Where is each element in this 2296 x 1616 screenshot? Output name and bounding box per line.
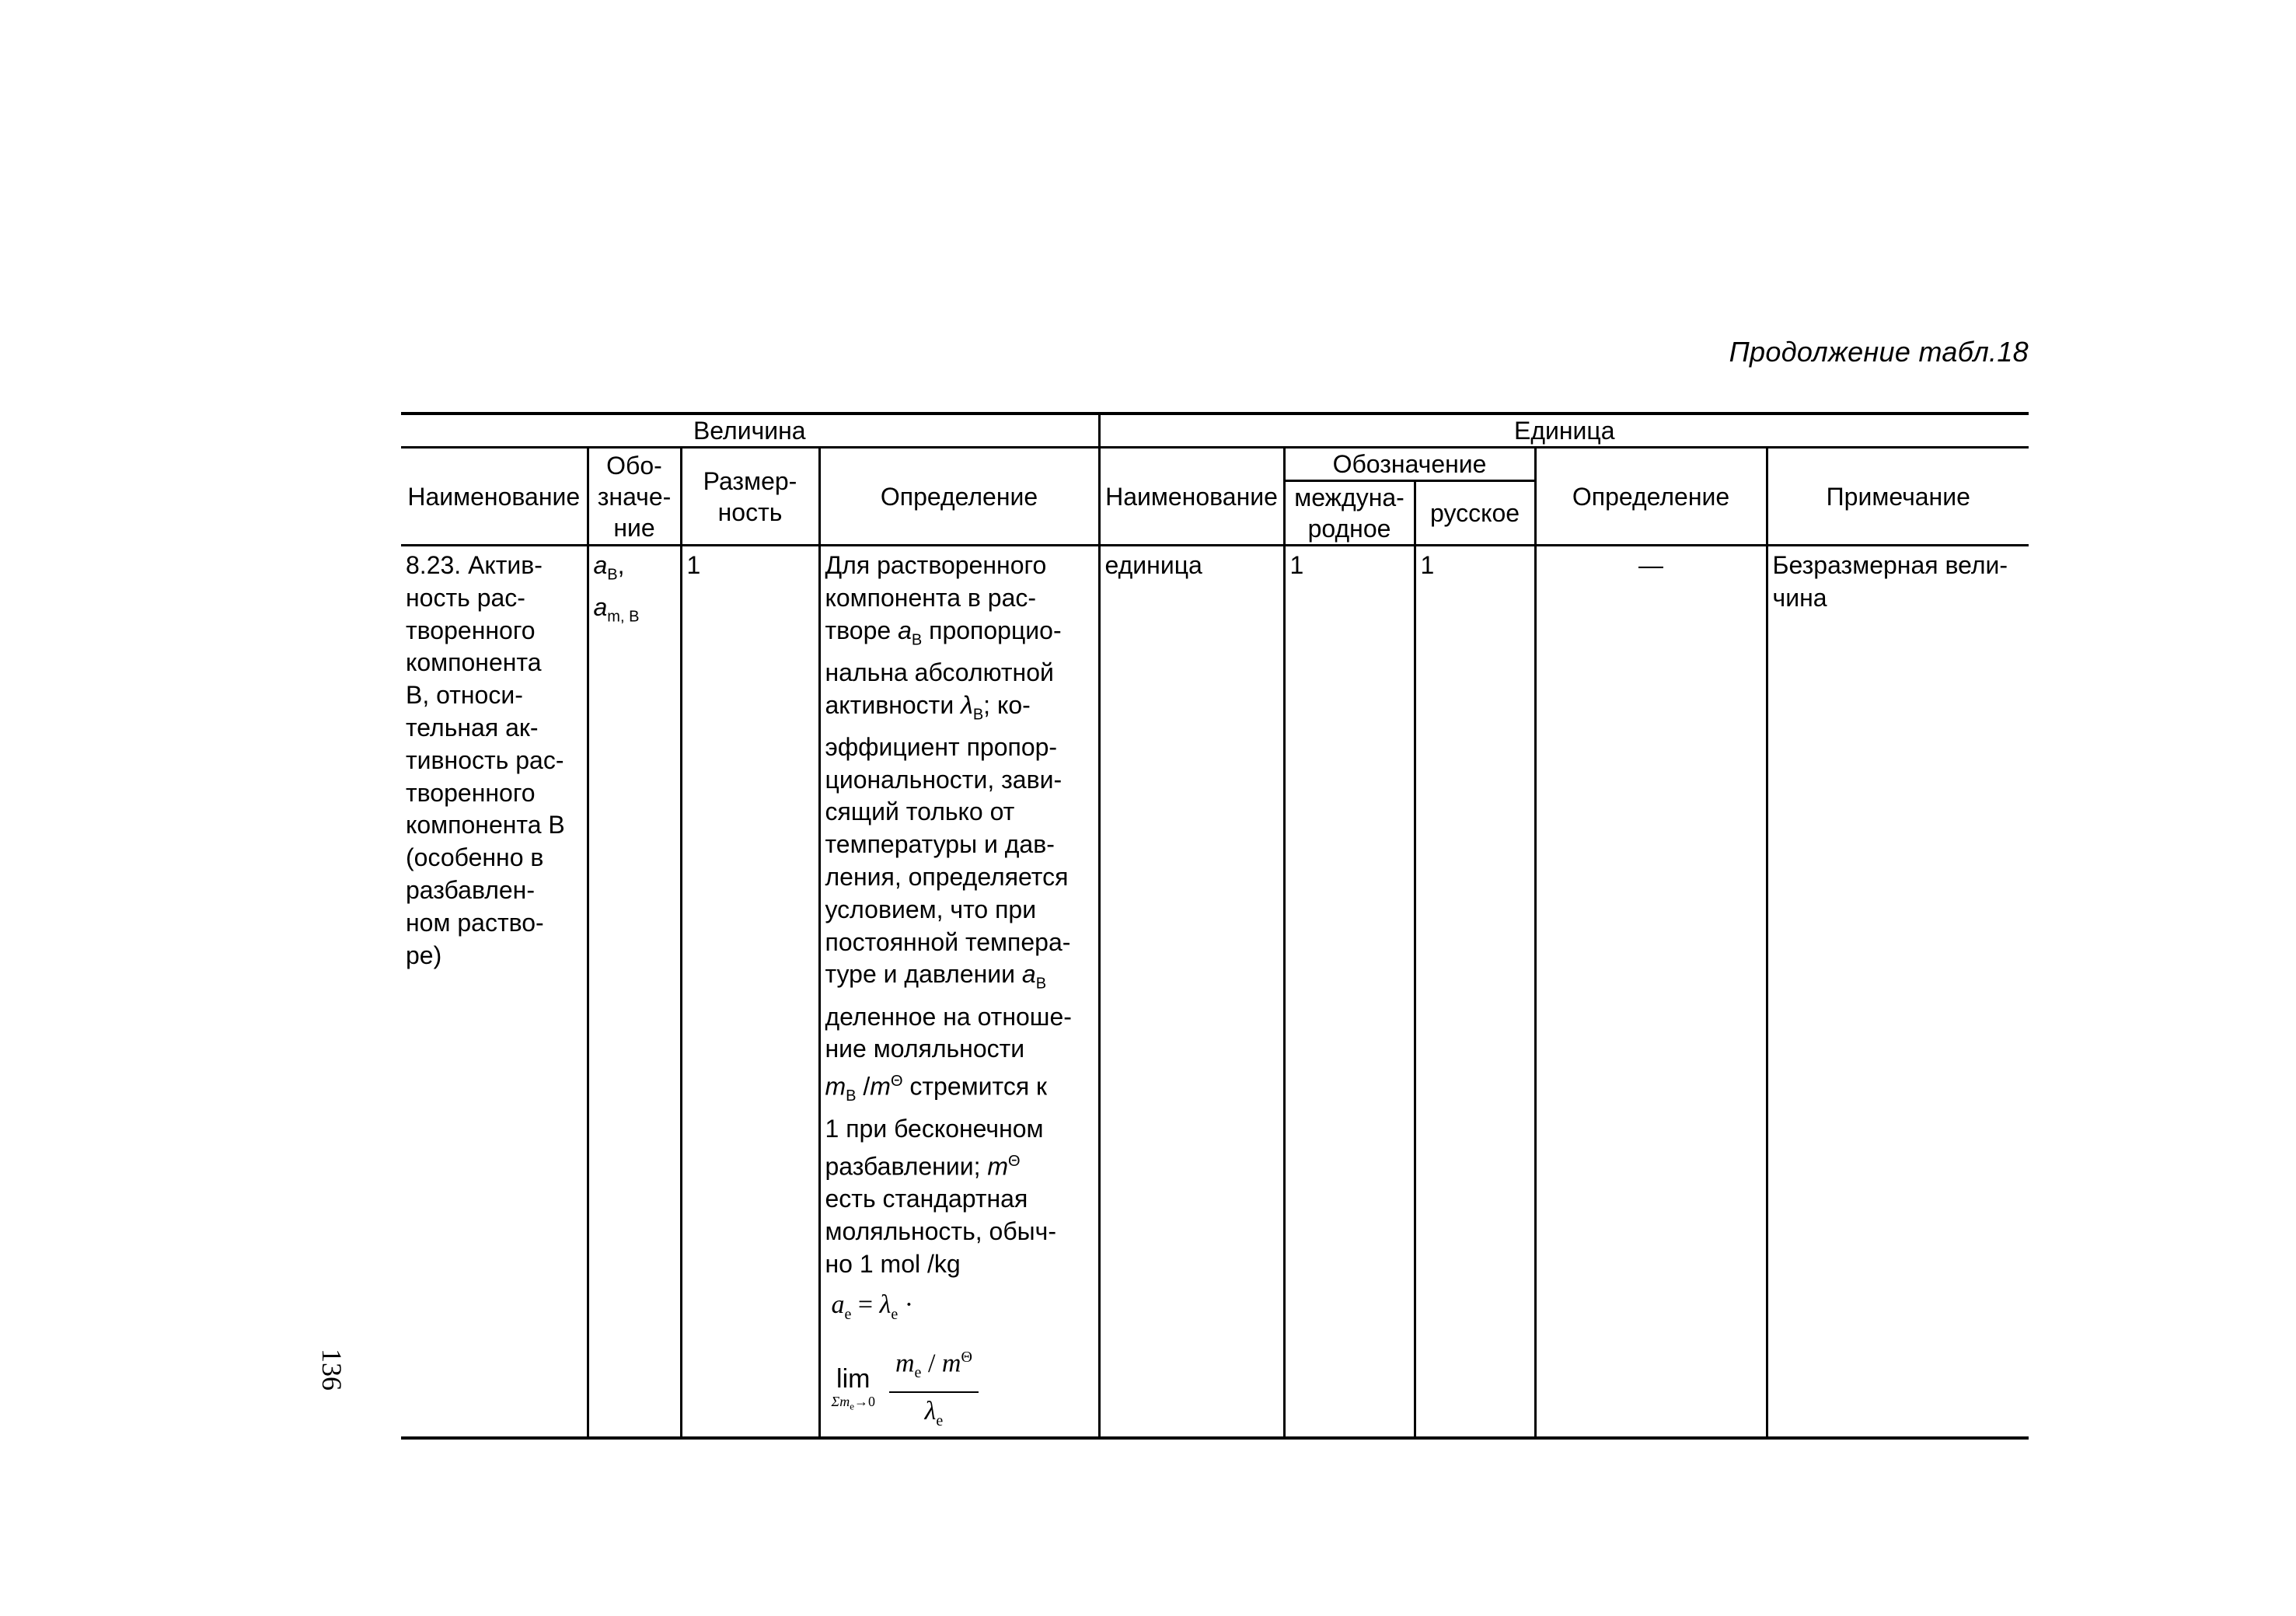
symbol-separator: , [617,551,625,579]
formula-fraction [889,1342,979,1436]
formula-lhs-sub: e [844,1305,852,1323]
definition-slash: / [856,1072,871,1101]
cell-unit-russian: 1 [1415,546,1535,1439]
definition-text [825,550,1094,1281]
definition-part-4: деленное на отноше- ние моляльности [825,1002,1072,1063]
cell-quantity-dimension: 1 [681,546,819,1439]
formula-equals: = [851,1290,880,1319]
formula-dot: · [898,1290,914,1319]
col-header-unit-name: Наименование [1099,448,1284,546]
formula-limit-word: lim [836,1363,871,1394]
definition-symbol-theta2: Θ [1008,1152,1021,1170]
cell-unit-definition: — [1535,546,1767,1439]
group-header-unit: Единица [1099,414,2029,448]
col-header-quantity-definition: Определение [819,448,1099,546]
col-header-unit-international: междуна- родное [1284,481,1415,546]
definition-symbol-lambda-sub: B [972,705,984,723]
definition-symbol-theta: Θ [890,1073,903,1091]
definition-symbol-lambda: λ [961,690,973,719]
group-header-quantity: Величина [401,414,1099,448]
cell-quantity-symbol [588,546,681,1439]
page-number: 136 [316,1349,347,1391]
definition-symbol-m: m [825,1072,846,1101]
definition-symbol-a: a [898,616,912,644]
definition-part-3: ; ко- эффициент пропор- циональности, зави- сящий только от температуры и дав- ления, определяется условием, что при постоянной темпера- туре и давлении [825,690,1071,989]
definition-symbol-a2: a [1021,960,1036,989]
definition-part-2: пропорцио- нальна абсолютной активности [825,616,1062,719]
cell-note: Безразмерная вели- чина [1767,546,2029,1439]
col-header-unit-designation: Обозначение [1284,448,1535,481]
definition-symbol-m3: m [987,1152,1009,1181]
definition-symbol-a2-sub: B [1035,975,1047,993]
definition-part-6: есть стандартная моляльность, обыч- но 1 mol /kg [825,1185,1056,1278]
definition-symbol-m-sub: B [846,1087,857,1105]
formula-lhs: a [831,1290,845,1319]
formula-rhs-sub: e [891,1305,899,1323]
activity-formula [825,1289,1094,1437]
formula-numerator: $m_e / m^\Theta$ [889,1342,979,1393]
symbol-a-subscript: B [607,566,618,584]
col-header-unit-russian: русское [1415,481,1535,546]
col-header-quantity-name: Наименование [401,448,588,546]
col-header-unit-definition: Определение [1535,448,1767,546]
cell-quantity-name: 8.23. Актив- ность рас- творенного компонента В, относи- тельная ак- тивность рас- творенного компонента В (особенно в разбавлен- ном раство- ре) [401,546,588,1439]
symbol-a-m: a [593,593,608,622]
symbol-a-m-subscript: m, B [607,608,640,626]
table-caption: Продолжение табл.18 [1729,336,2029,368]
cell-unit-name: единица [1099,546,1284,1439]
formula-denominator: $\lambda_e$ [924,1397,944,1430]
col-header-note: Примечание [1767,448,2029,546]
formula-rhs: λ [879,1290,892,1319]
cell-quantity-definition [819,546,1099,1439]
table-row [401,546,2029,1439]
col-header-quantity-dimension: Размер- ность [681,448,819,546]
definition-part-5: стремится к 1 при бесконечном разбавлении; [825,1072,1048,1181]
col-header-quantity-symbol: Обо- значе- ние [588,448,681,546]
cell-unit-international: 1 [1284,546,1415,1439]
definition-symbol-m2: m [870,1072,891,1101]
quantities-table [401,412,2029,1440]
definition-part-1: Для растворенного компонента в рас- творе [825,551,1047,644]
definition-symbol-a-sub: B [911,630,923,648]
formula-limit [832,1364,875,1415]
formula-limit-subscript: $\Sigma m_e\to 0$ [831,1393,875,1412]
symbol-a: a [593,551,608,579]
